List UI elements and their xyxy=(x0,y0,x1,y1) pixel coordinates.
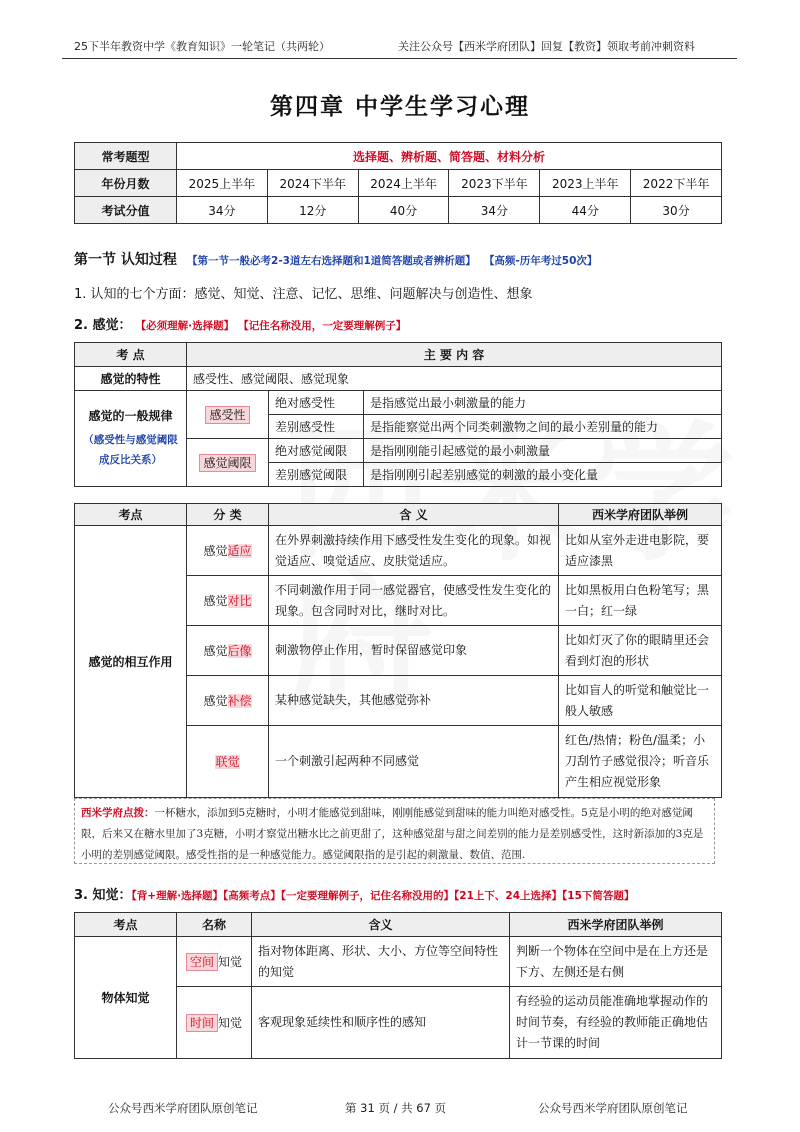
tip-lead: 西米学府点拨： xyxy=(81,807,155,819)
category: 时间 知觉 xyxy=(177,987,252,1059)
section-tag: 【高频-历年考过50次】 xyxy=(483,255,598,267)
interaction-table xyxy=(74,503,722,798)
row-value: 感受性、感觉阈限、感觉现象 xyxy=(187,367,722,391)
meaning: 不同刺激作用于同一感觉器官，使感受性发生变化的现象。包含同时对比，继时对比。 xyxy=(269,576,559,626)
year-cell: 2022下半年 xyxy=(631,170,722,197)
category: 感觉补偿 xyxy=(187,676,269,726)
row-label: 感觉的一般规律 xyxy=(88,409,173,423)
sub-category-label: 感受性 xyxy=(205,406,249,424)
row-label-block xyxy=(75,391,187,487)
section-title: 第一节 认知过程 xyxy=(74,252,177,268)
meaning: 某种感觉缺失，其他感觉弥补 xyxy=(269,676,559,726)
score-label: 考试分值 xyxy=(75,197,177,224)
item-3-tags: 【背+理解·选择题】【高频考点】【一定要理解例子，记住名称没用的】【21上下、24上选择】【15下简答题】 xyxy=(131,890,635,902)
item-3-label: 3. 知觉： xyxy=(74,888,132,903)
category-key: 适应 xyxy=(227,544,252,558)
category: 空间 知觉 xyxy=(177,937,252,987)
category-key: 补偿 xyxy=(227,694,252,708)
item-2-label: 2. 感觉： xyxy=(74,318,132,333)
table-header: 西米学府团队举例 xyxy=(559,504,722,526)
item-1: 1. 认知的七个方面：感觉、知觉、注意、记忆、思维、问题解决与创造性、想象 xyxy=(74,287,533,302)
meaning: 一个刺激引起两种不同感觉 xyxy=(269,726,559,798)
example: 有经验的运动员能准确地掌握动作的时间节奏，有经验的教师能正确地估计一节课的时间 xyxy=(510,987,722,1059)
page-title: 第四章 中学生学习心理 xyxy=(269,93,530,120)
year-label: 年份月数 xyxy=(75,170,177,197)
score-cell: 34分 xyxy=(449,197,540,224)
sub-category xyxy=(187,439,269,487)
year-cell: 2024下半年 xyxy=(267,170,358,197)
footer-left: 公众号西米学府团队原创笔记 xyxy=(108,1101,258,1115)
exam-type-label: 常考题型 xyxy=(75,143,177,170)
category: 感觉适应 xyxy=(187,526,269,576)
example: 判断一个物体在空间中是在上方还是下方、左侧还是右侧 xyxy=(510,937,722,987)
meaning: 在外界刺激持续作用下感受性发生变化的现象。如视觉适应、嗅觉适应、皮肤觉适应。 xyxy=(269,526,559,576)
perception-table xyxy=(74,912,722,1059)
footer-right: 公众号西米学府团队原创笔记 xyxy=(538,1101,688,1115)
row-label: 感觉的相互作用 xyxy=(75,526,187,798)
page-number: 第 31 页 / 共 67 页 xyxy=(345,1101,447,1115)
row-label: 感觉的特性 xyxy=(75,367,187,391)
item-2-heading xyxy=(74,314,406,333)
meaning: 刺激物停止作用，暂时保留感觉印象 xyxy=(269,626,559,676)
category-key: 对比 xyxy=(227,594,252,608)
year-cell: 2023上半年 xyxy=(540,170,631,197)
header-right-text: 关注公众号【西米学府团队】回复【教资】领取考前冲刺资料 xyxy=(398,40,695,53)
year-cell: 2023下半年 xyxy=(449,170,540,197)
example: 比如从室外走进电影院，要适应漆黑 xyxy=(559,526,722,576)
table-header: 分 类 xyxy=(187,504,269,526)
category-key: 后像 xyxy=(227,644,252,658)
table-header: 考点 xyxy=(75,913,177,937)
term: 绝对感受性 xyxy=(269,391,364,415)
row-label-note: （感受性与感觉阈限成反比关系） xyxy=(83,434,178,466)
term: 绝对感觉阈限 xyxy=(269,439,364,463)
header-left-text: 25下半年教资中学《教育知识》一轮笔记（共两轮） xyxy=(74,40,330,53)
exam-info-table xyxy=(74,142,722,224)
row-label: 物体知觉 xyxy=(75,937,177,1059)
score-cell: 40分 xyxy=(358,197,449,224)
score-cell: 44分 xyxy=(540,197,631,224)
category xyxy=(187,726,269,798)
sub-category xyxy=(187,391,269,439)
term: 差别感觉阈限 xyxy=(269,463,364,487)
item-2-tag: 【记住名称没用，一定要理解例子】 xyxy=(238,320,407,332)
category: 感觉后像 xyxy=(187,626,269,676)
sub-category-label: 感觉阈限 xyxy=(199,454,255,472)
category-key: 联觉 xyxy=(215,755,240,769)
table-header: 名称 xyxy=(177,913,252,937)
header-divider xyxy=(62,58,737,59)
score-cell: 30分 xyxy=(631,197,722,224)
table-header: 主 要 内 容 xyxy=(187,343,722,367)
section-heading xyxy=(74,249,597,269)
table-header: 含 义 xyxy=(269,504,559,526)
meaning: 指对物体距离、形状、大小、方位等空间特性的知觉 xyxy=(252,937,510,987)
tip-text: 一杯糖水，添加到5克糖时，小明才能感觉到甜味，刚刚能感觉到甜味的能力叫绝对感受性。5克是小明的绝对感觉阈限，后来又在糖水里加了3克糖，小明才察觉出糖水比之前更甜了，这种感觉甜与甜之间差别的能力是差别感受性，这时新添加的3克是小明的差别感觉阈限。感受性指的是一种感觉能力。感觉阈限指的是引起的刺激量、数值、范围. xyxy=(81,807,704,861)
table-header: 考点 xyxy=(75,504,187,526)
score-cell: 34分 xyxy=(177,197,268,224)
definition: 是指能察觉出两个同类刺激物之间的最小差别量的能力 xyxy=(364,415,722,439)
example: 比如盲人的听觉和触觉比一般人敏感 xyxy=(559,676,722,726)
example: 红色/热情；粉色/温柔；小刀刮竹子感觉很冷；听音乐产生相应视觉形象 xyxy=(559,726,722,798)
year-cell: 2024上半年 xyxy=(358,170,449,197)
sensation-table xyxy=(74,342,722,487)
score-cell: 12分 xyxy=(267,197,358,224)
example: 比如黑板用白色粉笔写；黑一白；红一绿 xyxy=(559,576,722,626)
exam-type-value: 选择题、辨析题、简答题、材料分析 xyxy=(177,143,722,170)
definition: 是指刚刚能引起感觉的最小刺激量 xyxy=(364,439,722,463)
table-header: 西米学府团队举例 xyxy=(510,913,722,937)
table-header: 考 点 xyxy=(75,343,187,367)
table-header: 含义 xyxy=(252,913,510,937)
definition: 是指刚刚引起差别感觉的刺激的最小变化量 xyxy=(364,463,722,487)
section-tag: 【第一节一般必考2-3道左右选择题和1道简答题或者辨析题】 xyxy=(187,255,476,267)
example: 比如灯灭了你的眼睛里还会看到灯泡的形状 xyxy=(559,626,722,676)
category: 感觉对比 xyxy=(187,576,269,626)
tip-box xyxy=(74,798,715,864)
category-key: 时间 xyxy=(186,1014,218,1032)
item-2-tag: 【必须理解·选择题】 xyxy=(135,320,235,332)
category-key: 空间 xyxy=(186,953,218,971)
item-3-heading xyxy=(74,884,634,903)
term: 差别感受性 xyxy=(269,415,364,439)
meaning: 客观现象延续性和顺序性的感知 xyxy=(252,987,510,1059)
definition: 是指感觉出最小刺激量的能力 xyxy=(364,391,722,415)
year-cell: 2025上半年 xyxy=(177,170,268,197)
